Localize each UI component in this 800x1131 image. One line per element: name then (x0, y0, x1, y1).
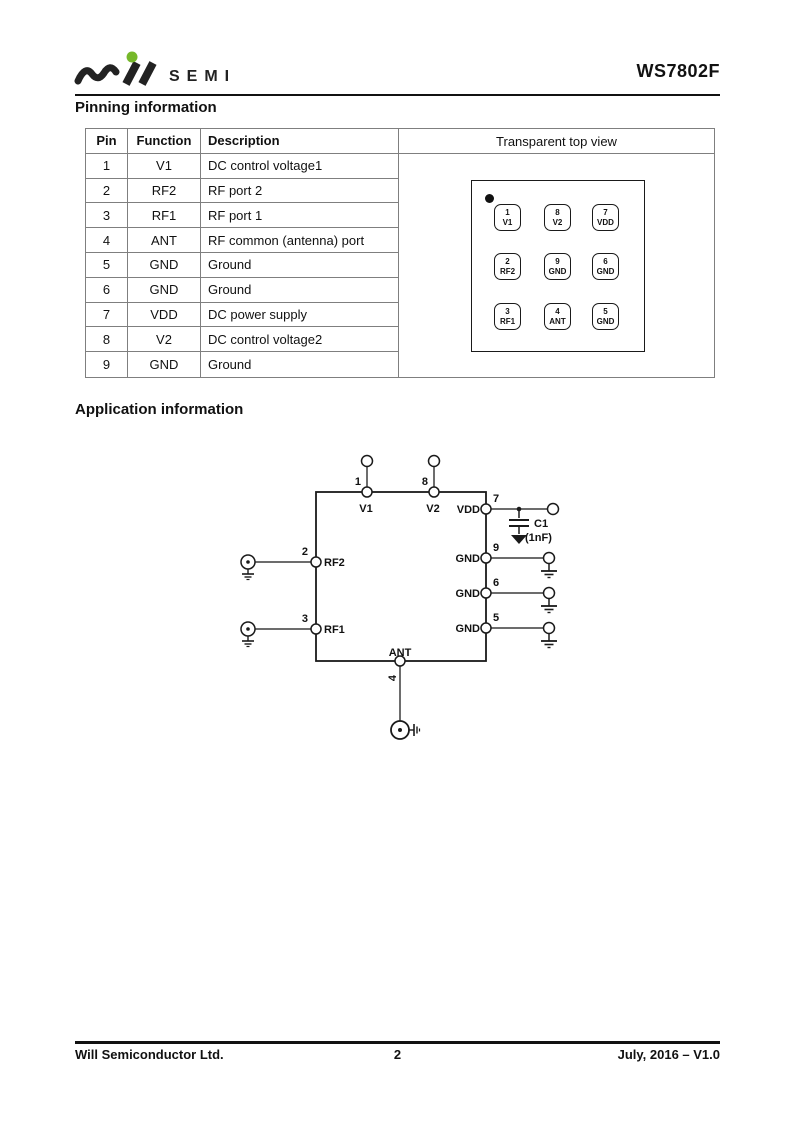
pin8-number: 8 (421, 476, 428, 488)
pad-number: 1 (505, 208, 510, 218)
pin3-number: 3 (301, 613, 308, 625)
pin-number: 9 (86, 352, 128, 377)
pad-name: VDD (597, 217, 614, 227)
table-row (86, 278, 399, 303)
pin1-marker-dot (485, 194, 494, 203)
logo-wave-icon (78, 52, 153, 85)
chip-pad (544, 204, 571, 231)
gnd9-label: GND (455, 553, 480, 565)
pin-description: DC control voltage1 (201, 154, 399, 178)
pin-function: GND (128, 278, 201, 302)
footer-page-number: 2 (393, 1047, 402, 1062)
pad-number: 5 (603, 307, 608, 317)
footer-date-version: July, 2016 – V1.0 (617, 1047, 720, 1062)
pad-number: 8 (555, 208, 560, 218)
pad-name: GND (596, 266, 615, 276)
pin-function: RF2 (128, 179, 201, 203)
pin7-number: 7 (493, 493, 500, 505)
document-title: WS7802F (636, 61, 720, 81)
ground-icon (541, 634, 557, 648)
pin-description: RF common (antenna) port (201, 228, 399, 252)
pinning-section-heading: Pinning information (75, 99, 217, 116)
pin6-number: 6 (493, 577, 500, 589)
col-header-pin: Pin (86, 129, 128, 153)
chip-pad (494, 303, 521, 330)
company-logo (74, 50, 254, 99)
pad-number: 4 (555, 307, 560, 317)
pin5-number: 5 (493, 612, 500, 624)
v1-label: V1 (359, 503, 373, 515)
pin-function: RF1 (128, 203, 201, 227)
pin-table-header-row (86, 129, 399, 154)
table-row (86, 253, 399, 278)
pin-function: V1 (128, 154, 201, 178)
ground-symbols-right (541, 564, 557, 648)
application-circuit-diagram (230, 445, 580, 755)
ground-icon (541, 564, 557, 578)
logo-green-dot (127, 52, 138, 63)
pin-number: 4 (86, 228, 128, 252)
header-divider (75, 94, 720, 96)
table-row (86, 154, 399, 179)
pin-function: GND (128, 352, 201, 377)
pin-function: GND (128, 253, 201, 277)
pad-number: 6 (603, 257, 608, 267)
pin-function: V2 (128, 327, 201, 351)
pin-number: 6 (86, 278, 128, 302)
ant-label: ANT (388, 647, 412, 659)
application-section-heading: Application information (75, 401, 244, 418)
pin-number: 8 (86, 327, 128, 351)
chip-pad (494, 253, 521, 280)
rf2-label: RF2 (324, 557, 345, 569)
pad-name: GND (596, 316, 615, 326)
table-row (86, 303, 399, 328)
pin1-number: 1 (354, 476, 361, 488)
pin2-number: 2 (301, 546, 308, 558)
pad-number: 9 (555, 257, 560, 267)
table-row (86, 228, 399, 253)
footer-company: Will Semiconductor Ltd. (75, 1047, 224, 1062)
pin-description: Ground (201, 352, 399, 377)
pin-description: DC power supply (201, 303, 399, 327)
gnd6-label: GND (455, 588, 480, 600)
pad-name: V1 (502, 217, 513, 227)
ground-icon (541, 599, 557, 613)
pad-name: ANT (549, 316, 566, 326)
table-row (86, 327, 399, 352)
pin-description: RF port 2 (201, 179, 399, 203)
cap-ref-label: C1 (534, 518, 549, 530)
chip-pad (592, 253, 619, 280)
pin-number: 2 (86, 179, 128, 203)
pin-table (85, 128, 715, 378)
pin-number: 1 (86, 154, 128, 178)
pad-number: 2 (505, 257, 510, 267)
cap-value-label: (1nF) (525, 532, 552, 544)
pin-function: ANT (128, 228, 201, 252)
table-row (86, 203, 399, 228)
chip-pad (544, 303, 571, 330)
pad-name: V2 (552, 217, 563, 227)
pad-number: 3 (505, 307, 510, 317)
vdd-label: VDD (456, 504, 480, 516)
v2-label: V2 (426, 503, 440, 515)
footer (75, 1047, 720, 1062)
gnd5-label: GND (455, 623, 480, 635)
col-header-function: Function (128, 129, 201, 153)
rf2-port-icon (241, 555, 255, 580)
pin-number: 5 (86, 253, 128, 277)
pin-description: Ground (201, 253, 399, 277)
chip-pad (544, 253, 571, 280)
pin-number: 3 (86, 203, 128, 227)
rf1-port-icon (241, 622, 255, 647)
ant-port-icon (391, 721, 420, 739)
rf1-label: RF1 (324, 624, 345, 636)
pad-name: RF2 (499, 266, 516, 276)
pad-name: GND (548, 266, 567, 276)
chip-pad (592, 204, 619, 231)
pad-name: RF1 (499, 316, 516, 326)
col-header-description: Description (201, 129, 399, 153)
chip-pad (494, 204, 521, 231)
chip-outline (471, 180, 645, 352)
pin-description: DC control voltage2 (201, 327, 399, 351)
pin-description: Ground (201, 278, 399, 302)
top-view-panel (399, 154, 714, 377)
logo-brand-text: SEMI (169, 68, 237, 85)
table-row (86, 352, 399, 377)
pin4-number: 4 (387, 674, 399, 682)
coax-connectors-left (241, 555, 255, 647)
footer-divider (75, 1041, 720, 1044)
pad-number: 7 (603, 208, 608, 218)
pin9-number: 9 (493, 542, 500, 554)
top-view-header: Transparent top view (399, 129, 714, 154)
table-row (86, 179, 399, 204)
pin-function: VDD (128, 303, 201, 327)
chip-pad (592, 303, 619, 330)
pin-number: 7 (86, 303, 128, 327)
pin-description: RF port 1 (201, 203, 399, 227)
